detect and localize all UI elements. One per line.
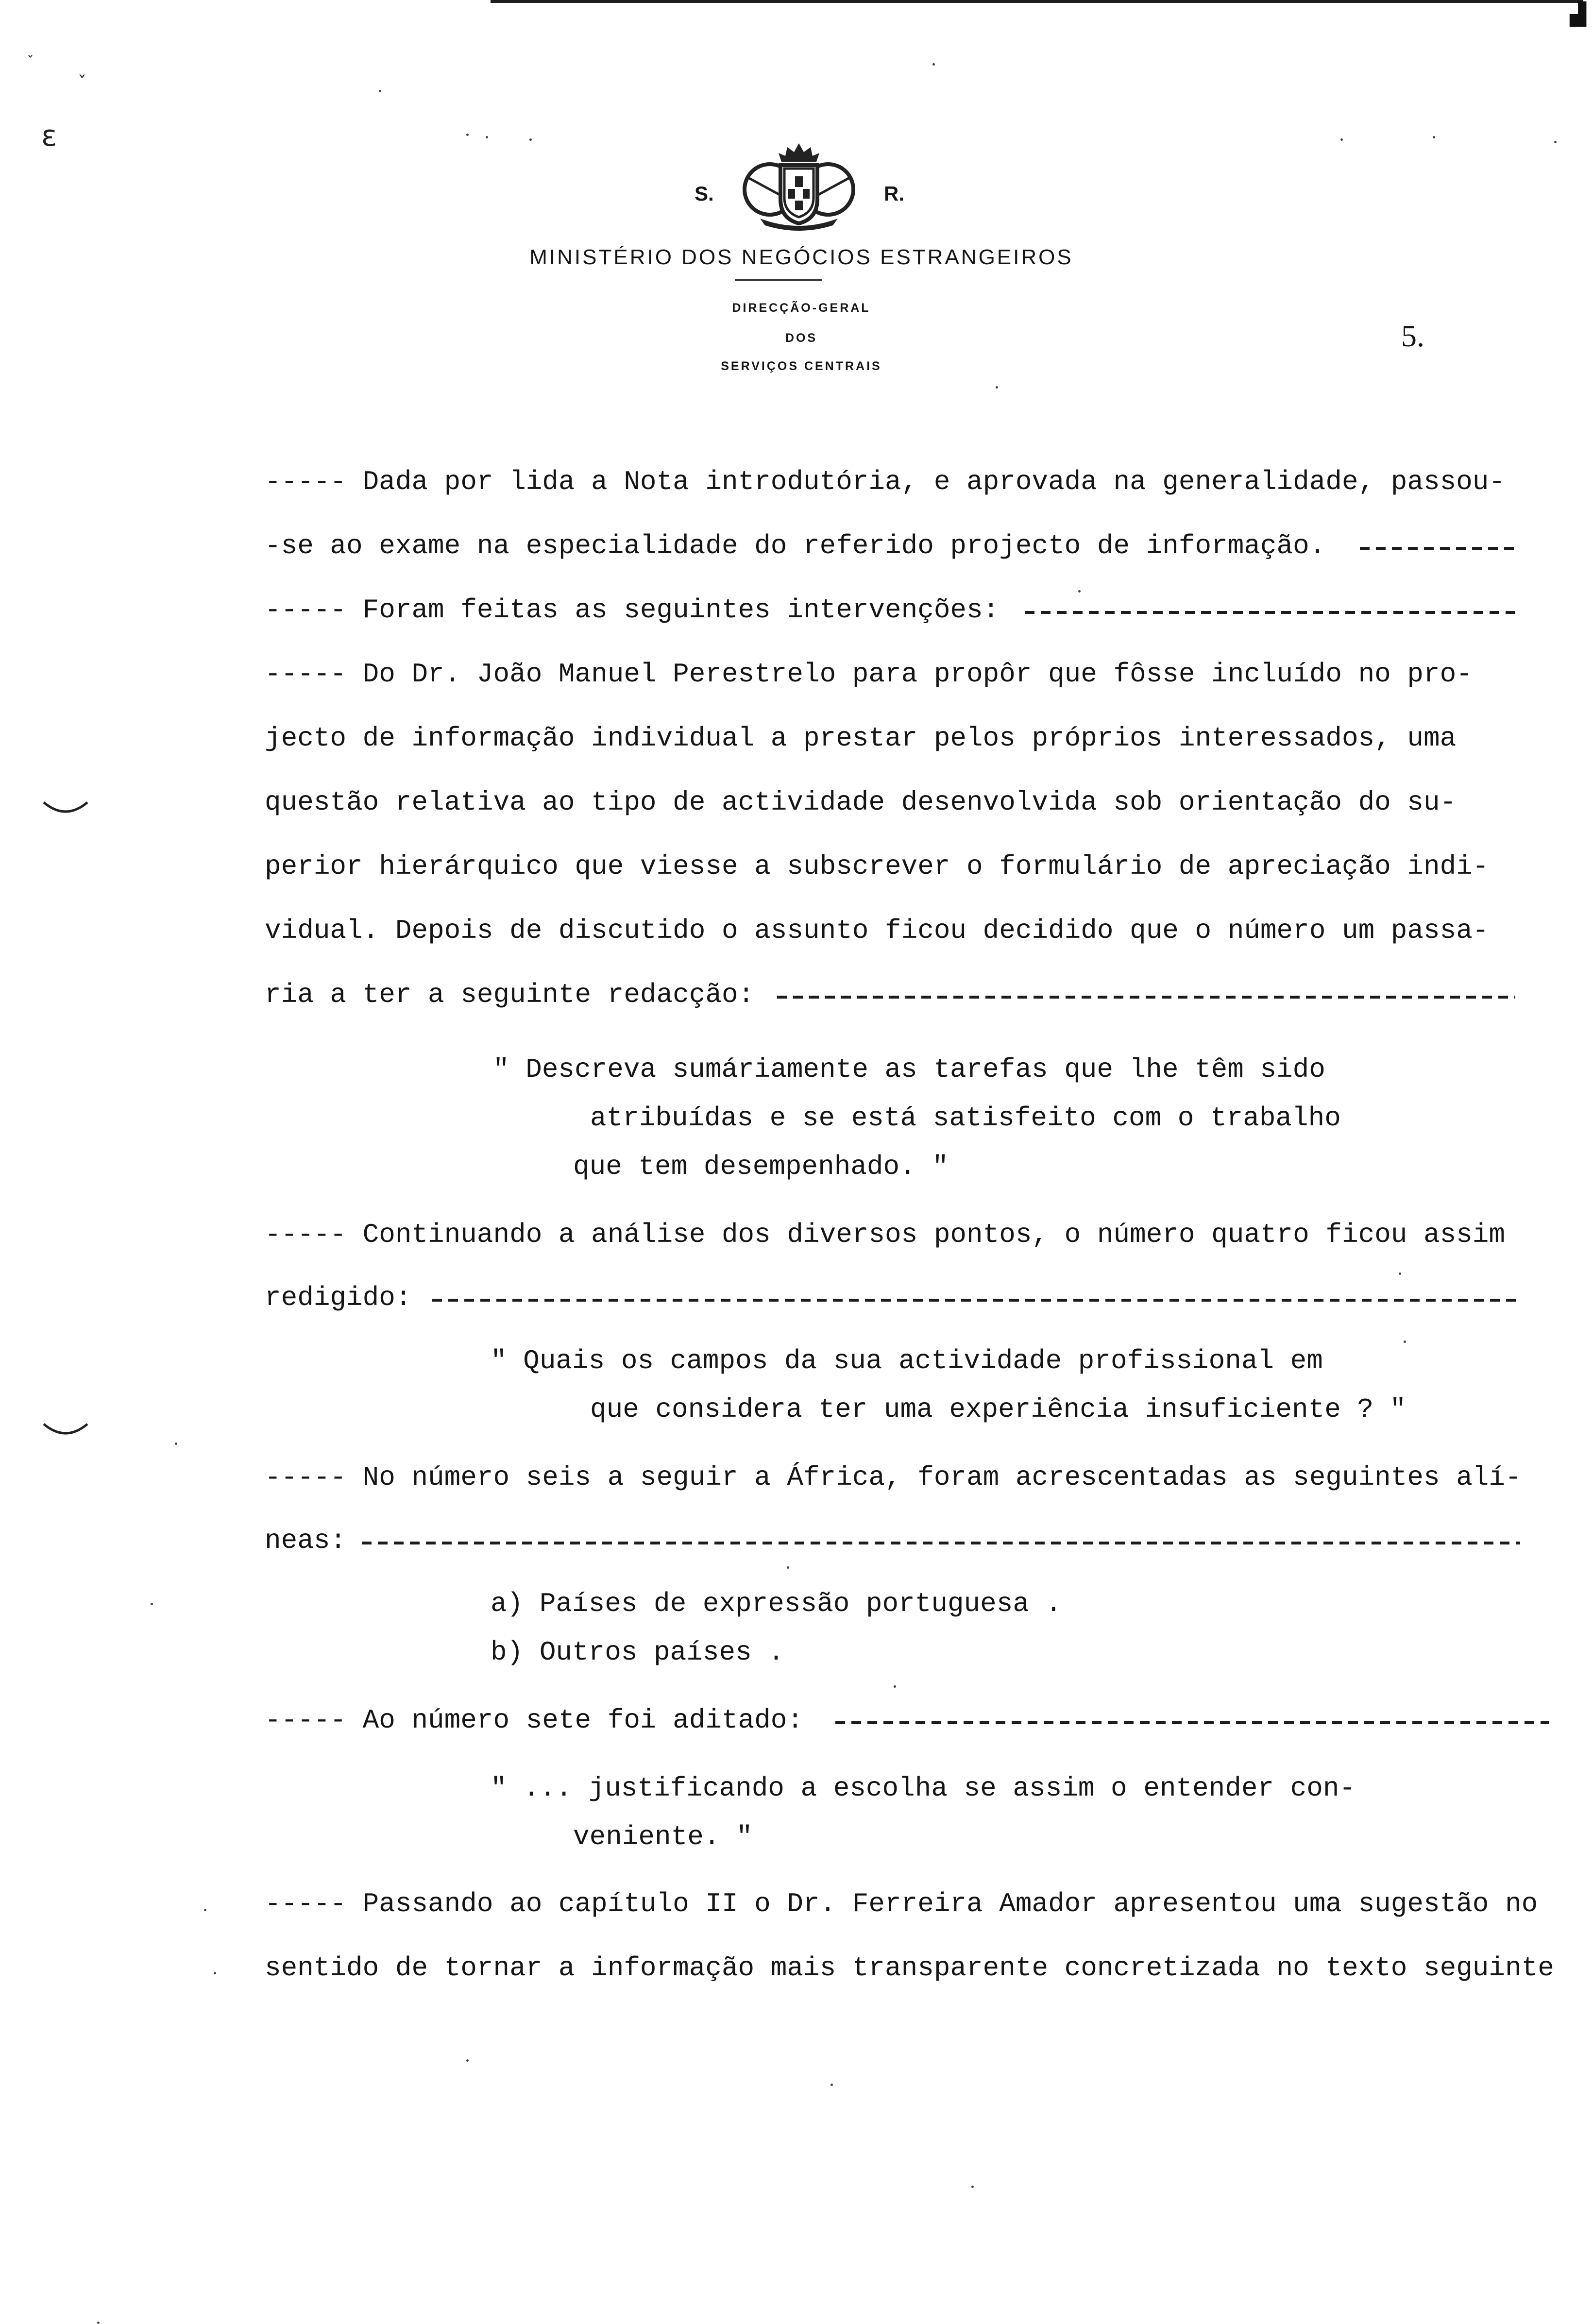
scan-speck <box>379 90 381 92</box>
department-line: DOS <box>785 331 818 345</box>
margin-tick-icon: ˇ <box>27 53 34 70</box>
dash-leader <box>835 1721 1549 1724</box>
quotation-line: " ... justificando a escolha se assim o entender con- <box>491 1773 1356 1804</box>
margin-tick-icon: ˇ <box>78 73 86 93</box>
dash-leader <box>1025 611 1515 614</box>
quotation-line: que considera ter uma experiência insuficiente ? " <box>590 1394 1407 1425</box>
text-line: questão relativa ao tipo de actividade desenvolvida sob orientação do su- <box>265 787 1457 818</box>
text-line: ----- Foram feitas as seguintes intervenções: <box>265 594 1000 626</box>
corner-mark-icon: ▟ <box>1570 2 1586 27</box>
text-line: perior hierárquico que viesse a subscrever o formulário de apreciação indi- <box>265 851 1489 882</box>
heading-divider <box>735 279 822 281</box>
scan-speck <box>97 2322 100 2324</box>
quotation-line: " Descreva sumáriamente as tarefas que lhe têm sido <box>493 1054 1325 1085</box>
scan-speck <box>214 1972 216 1974</box>
quotation-line: atribuídas e se está satisfeito com o trabalho <box>590 1103 1341 1134</box>
quotation-line: que tem desempenhado. " <box>573 1151 949 1182</box>
dash-leader <box>777 996 1515 999</box>
scan-speck <box>1554 141 1557 143</box>
scan-speck <box>996 386 998 389</box>
text-line: redigido: <box>265 1282 412 1313</box>
text-line: ria a ter a seguinte redacção: <box>265 979 755 1010</box>
scan-speck <box>1404 1340 1406 1343</box>
scan-speck <box>466 134 469 136</box>
text-line: sentido de tornar a informação mais transparente concretizada no texto seguinte <box>265 1952 1554 1984</box>
scan-speck <box>1399 1272 1401 1275</box>
letterhead-initial-right: R. <box>884 182 904 205</box>
text-line: ----- Dada por lida a Nota introdutória, e aprovada na generalidade, passou- <box>265 466 1506 497</box>
text-line: ----- Ao número sete foi aditado: <box>265 1705 803 1736</box>
text-line: jecto de informação individual a prestar pelos próprios interessados, uma <box>265 723 1457 754</box>
quotation-line: " Quais os campos da sua actividade profissional em <box>491 1345 1323 1376</box>
margin-annotation: ɛ <box>41 119 57 153</box>
department-line: DIRECÇÃO-GERAL <box>732 301 871 315</box>
text-line: ----- No número seis a seguir a África, foram acrescentadas as seguintes alí- <box>265 1462 1522 1493</box>
scan-speck <box>971 2186 974 2188</box>
letterhead-initial-left: S. <box>695 182 714 205</box>
dash-leader <box>1360 547 1515 550</box>
scan-speck <box>894 1685 896 1688</box>
portuguese-coat-of-arms-icon <box>741 138 857 236</box>
dash-leader <box>362 1542 1520 1544</box>
text-line: ----- Continuando a análise dos diversos pontos, o número quatro ficou assim <box>265 1219 1506 1250</box>
quotation-line: veniente. " <box>573 1821 753 1852</box>
page-number: 5. <box>1401 319 1424 353</box>
scan-speck <box>932 63 935 66</box>
letterhead <box>437 136 1166 393</box>
punch-hole-mark-icon <box>41 797 90 821</box>
scan-speck <box>466 2059 469 2062</box>
scan-speck <box>1433 136 1435 138</box>
scan-speck <box>1078 590 1081 593</box>
dash-leader <box>432 1299 1520 1302</box>
list-item: a) Países de expressão portuguesa . <box>491 1588 1062 1619</box>
ministry-name: MINISTÉRIO DOS NEGÓCIOS ESTRANGEIROS <box>529 245 1073 269</box>
scan-speck <box>830 2084 833 2086</box>
text-line: ----- Do Dr. João Manuel Perestrelo para propôr que fôsse incluído no pro- <box>265 659 1473 690</box>
text-line: vidual. Depois de discutido o assunto ficou decidido que o número um passa- <box>265 915 1489 946</box>
scan-speck <box>204 1909 206 1911</box>
scan-speck <box>529 138 532 141</box>
top-border-line <box>491 0 1583 3</box>
punch-hole-mark-icon <box>41 1418 90 1442</box>
scan-speck <box>175 1442 177 1445</box>
department-line: SERVIÇOS CENTRAIS <box>721 359 882 373</box>
list-item: b) Outros países . <box>491 1637 784 1668</box>
scan-speck <box>1340 138 1343 141</box>
scan-speck <box>151 1603 153 1605</box>
text-line: neas: <box>265 1525 347 1556</box>
scan-speck <box>787 1566 789 1569</box>
text-line: ----- Passando ao capítulo II o Dr. Ferreira Amador apresentou uma sugestão no <box>265 1888 1538 1919</box>
text-line: -se ao exame na especialidade do referido projecto de informação. <box>265 530 1326 561</box>
scan-speck <box>486 136 488 138</box>
